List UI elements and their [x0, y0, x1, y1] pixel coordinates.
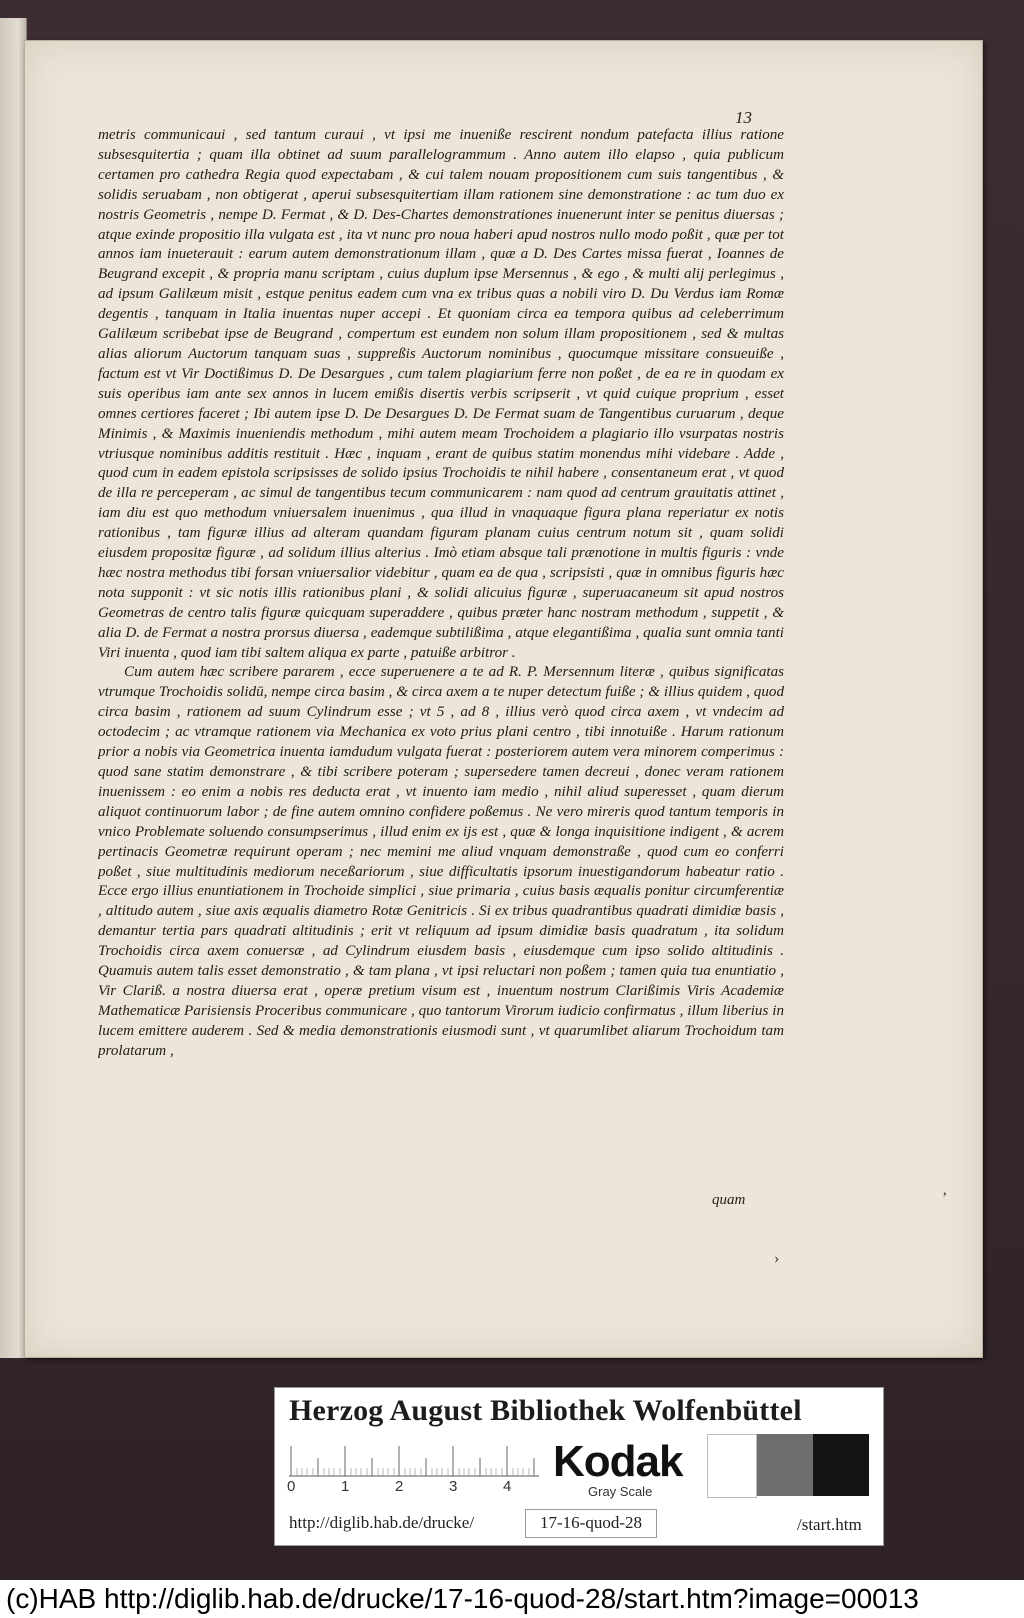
copyright-footer: [0, 1580, 1024, 1618]
ruler-number: 1: [341, 1478, 350, 1495]
ruler-number: 4: [503, 1478, 512, 1495]
ruler-numbers: [289, 1478, 551, 1500]
catchword: quam: [712, 1192, 746, 1208]
previous-page-edge: [0, 18, 27, 1358]
kodak-logo: Kodak: [553, 1437, 683, 1486]
footer-url: (c)HAB http://diglib.hab.de/drucke/17-16-quod-28/start.htm?image=00013: [6, 1583, 919, 1614]
url-base: http://diglib.hab.de/drucke/: [289, 1513, 475, 1532]
page-number: 13: [735, 108, 752, 127]
page-text: [98, 126, 784, 1216]
margin-mark: ›: [774, 1250, 780, 1267]
ruler-number: 0: [287, 1478, 296, 1495]
url-suffix: /start.htm: [797, 1515, 862, 1534]
gray-patch-white: [707, 1434, 757, 1498]
margin-mark: ʼ: [942, 1190, 948, 1207]
paragraph-2: Cum autem hæc scribere pararem , ecce superuenere a te ad R. P. Mersennum literæ , quibus significatas vtrumque Trochoidis solidū, nempe circa basim , & circa axem a te nuper detectum fuiße ; & illius quidem , quod circa basim , rationem ad suum Cylindrum esse ; vt 5 , ad 8 , illius verò quod circa axem , vt vndecim ad octodecim ; ac vtramque rationem via Mechanica ex voto prius plani centro , tibi innotuiße . Harum rationum prior a nobis via Geometrica inuenta iamdudum vulgata fuerat : posteriorem autem vera minorem comperimus : quod sane statim demonstrare , & tibi scribere poteram ; supersedere tamen decreui , donec veram rationem inuenissem : eo enim a nobis res deducta erat , vt inuento iam medio , nihil aliud superesset , quam dierum aliquot continuorum labor ; de fine autem omnino confidere poßemus . Ne vero mireris quod tantum temporis in vnico Problemate soluendo consumpserimus , illud enim ex ijs est , quæ & longa inquisitione indigent , & acrem pertinacis Geometræ requirunt operam ; nec memini me aliud vnquam demonstraße , quod cum eo conferri poßet , siue multitudinis mediorum neceßariorum , siue difficultatis ipsorum inuestigandorum habeatur ratio . Ecce ergo illius enuntiationem in Trochoide simplici , siue primaria , cuius basis æqualis ponitur circumferentiæ , altitudo autem , siue axis æqualis diametro Rotæ Genitricis . Si ex tribus quadrantibus quadrati dimidiæ basis , demantur tertia pars quadrati altitudinis ; erit vt reliquum ad ipsum dimidiæ basis quadratum , ita solidum Trochoidis circa axem conuersæ , ad Cylindrum eiusdem basis , eiusdemque cum ipso solido altitudinis . Quamuis autem talis esset demonstratio , & tam plana , vt ipsi reluctari non poßem ; tamen quia tua enuntiatio , Vir Clariß. a nostra diuersa erat , operæ pretium visum est , inuentum nostrum Clarißimis Viris Academiæ Mathematicæ Parisiensis Proceribus communicare , quo tantorum Virorum iudicio confirmatus , illum liberius in lucem emittere auderem . Sed & media demonstrationis eiusmodi sunt , vt quarumlibet aliarum Trochoidum tam prolatarum ,: [98, 664, 784, 1059]
paragraph-1: metris communicaui , sed tantum curaui , vt ipsi me inueniße rescirent nondum patefacta illius ratione subsesquitertia ; quam illa obtinet ad suum parallelogrammum . Anno autem illo elapso , quia publicum certamen pro cathedra Regia quod expectabam , & cui talem nouam propositionem cum suis tangentibus , & solidis seruabam , non obtigerat , aperui subsesquitertiam illam rationem sine demonstratione : ac tum duo ex nostris Geometris , nempe D. Fermat , & D. Des-Chartes demonstrationes inuenerunt inter se penitus diuersas ; atque exinde propositio illa vulgata est , ita vt nunc pro noua haberi apud nostros nullo modo poßit , quæ per tot annos iam inueterauit : earum autem demonstrationum illam , quæ a D. Des Cartes missa fuerat , Ioannes de Beugrand excepit , & propria manu scriptam , cuius duplum ipse Mersennus , & ego , & multi alij perlegimus , ad ipsum Galilæum misit , estque penitus eadem cum vna ex tribus quas a nobili viro D. Du Verdus iam Romæ degentis , tanquam in Italia inuentas nuper accepi . Et quoniam circa ea tempora quibus ad celeberrimum Galilæum scribebat ipse de Beugrand , compertum est eundem non solum illam propositionem , sed & multas alias aliorum Auctorum tanquam suas , suppreßis Auctorum nominibus , quocumque missitare consueuiße , factum est vt Vir Doctißimus D. De Desargues , cum talem plagiarium ferre non poßet , de ea re in quodam ex suis operibus iam ante sex annos in lucem emißis disertis verbis scripserit , vt quid cuique proprium , esset omnes certiores faceret ; Ibi autem ipse D. De Desargues D. De Fermat suam de Tangentibus curuarum , deque Minimis , & Maximis inueniendis methodum , mihi autem meam Trochoidem a plagiario illo vsurpatas nostris vtriusque nominibus additis restituit . Hæc , inquam , erant de quibus statim monendus mihi videbare . Adde , quod cum in eadem epistola scripsisses de solido ipsius Trochoidis te nihil habere , consentaneum erat , vt quod de illa re perceperam , ac simul de tangentibus tecum communicarem : nam quod ad centrum grauitatis attinet , iam diu est quo methodum vniuersalem inuenimus , qua illud in vnaquaque figura plana reperiatur ex notis rationibus , tam figuræ illius ad alteram quandam figuram planam cuius centrum notum sit , quam solidi eiusdem propositæ figuræ , ad solidum illius alterius . Imò etiam absque tali prænotione in multis figuris : vnde hæc nostra methodus tibi forsan vniuersalior videbitur , quam ea de qua , scripsisti , quæ in omnibus figuris hæc nota supponit : vt sic notis illis rationibus plani , & solidi alicuius figuræ , superuacaneum sit apud nostros Geometras de centro talis figuræ quicquam superaddere , quibus præter hanc nostram methodum , suppetit , & alia D. de Fermat a nostra prorsus diuersa , eademque subtilißima , atque elegantißima , qualia sunt omnia tanti Viri inuenta , quod iam tibi saltem aliqua ex parte , patuiße arbitror .: [98, 127, 784, 661]
url-strip: [289, 1509, 883, 1539]
ruler-number: 2: [395, 1478, 404, 1495]
color-target-card: [274, 1387, 884, 1546]
ruler-scale: [289, 1442, 551, 1478]
shelfmark: 17-16-quod-28: [525, 1509, 657, 1538]
library-name: Herzog August Bibliothek Wolfenbüttel: [289, 1394, 802, 1427]
gray-patch-black: [813, 1434, 869, 1496]
ruler-number: 3: [449, 1478, 458, 1495]
grayscale-label: Gray Scale: [588, 1484, 653, 1499]
gray-patch-mid: [757, 1434, 813, 1496]
